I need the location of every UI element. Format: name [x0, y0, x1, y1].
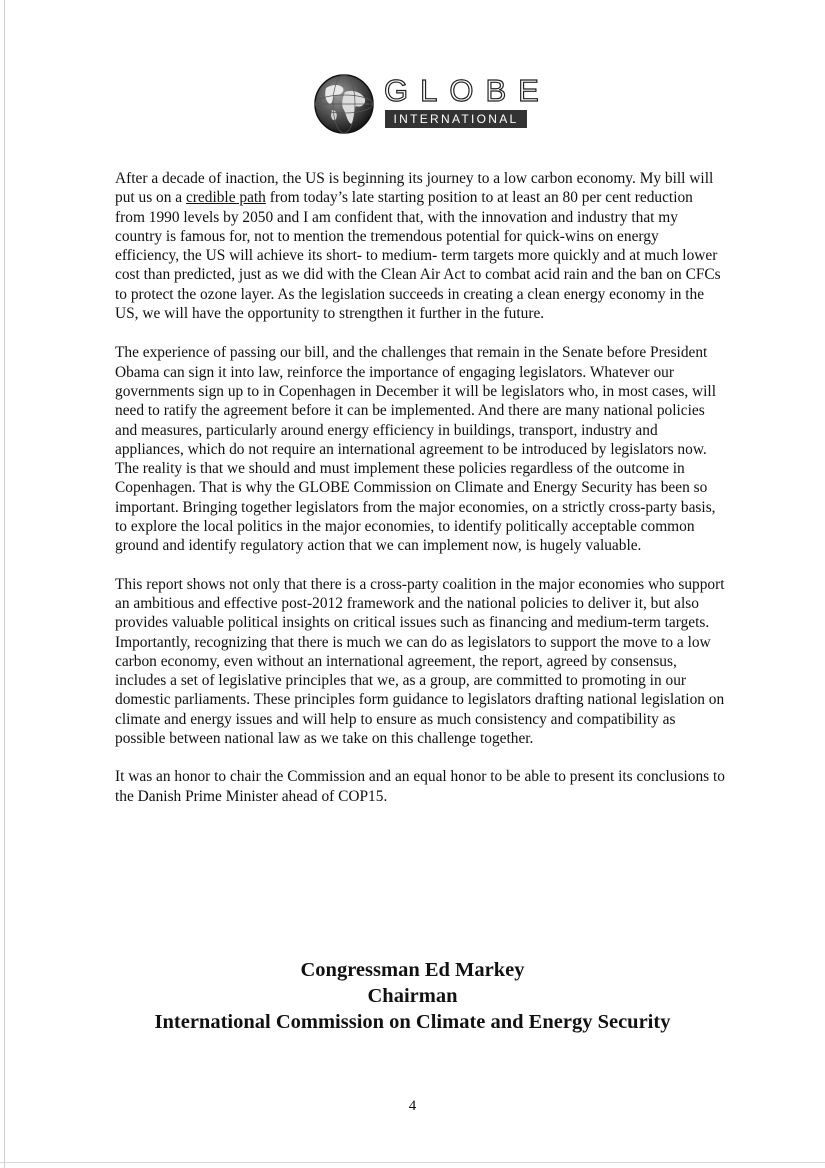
page-edge-bottom — [0, 1162, 825, 1163]
signature-block — [0, 957, 825, 1035]
paragraph-1-text-a: After a decade of inaction, the US is beginning its journey to a low carbon economy. My bill will put us on a — [115, 170, 714, 207]
signatory-organization: International Commission on Climate and Energy Security — [154, 1011, 671, 1033]
globe-icon — [312, 72, 376, 136]
credible-path-underlined: credible path — [185, 189, 266, 207]
globe-international-logo — [312, 72, 551, 136]
paragraph-2: The experience of passing our bill, and the challenges that remain in the Senate before President Obama can sign it into law, reinforce the importance of engaging legislators. Whatever our governments sign up to in Copenhagen in December it will be legislators who, in most cases, will need to ratify the agreement before it can be implemented. And there are many national policies and measures, particularly around energy efficiency in buildings, transport, industry and appliances, which do not require an international agreement to be introduced by legislators now. The reality is that we should and must implement these policies regardless of the outcome in Copenhagen. That is why the GLOBE Commission on Climate and Energy Security has been so important. Bringing together legislators from the major economies, on a strictly cross-party basis, to explore the local politics in the major economies, to identify politically acceptable common ground and identify regulatory action that we can implement now, is hugely valuable. — [115, 344, 716, 555]
page-number: 4 — [408, 1098, 417, 1114]
logo-wordmark: GLOBE — [384, 73, 551, 108]
signatory-role: Chairman — [367, 985, 458, 1007]
signatory-name: Congressman Ed Markey — [300, 959, 525, 981]
paragraph-1 — [115, 169, 725, 323]
letter-body — [115, 169, 725, 825]
paragraph-3: This report shows not only that there is a cross-party coalition in the major economies who support an ambitious and effective post-2012 framework and the national policies to deliver it, but also provides valuable political insights on critical issues such as financing and medium-term targets. Importantly, recognizing that there is much we can do as legislators to support the move to a low carbon economy, even without an international agreement, the report, agreed by consensus, includes a set of legislative principles that we, as a group, are committed to promoting in our domestic parliaments. These principles form guidance to legislators drafting national legislation on climate and energy issues and will help to ensure as much consistency and compatibility as possible between national law as we take on this challenge together. — [115, 575, 725, 748]
paragraph-1-text-b: from today’s late starting position to at least an 80 per cent reduction from 1990 levels by 2050 and I am confident that, with the innovation and industry that my country is famous for, not to mention the tremendous potential for quick-wins on energy efficiency, the US will achieve its short- to medium- term targets more quickly and at much lower cost than predicted, just as we did with the Clean Air Act to combat acid rain and the ban on CFCs to protect the ozone layer. As the legislation succeeds in creating a clean energy economy in the US, we will have the opportunity to strengthen it further in the future. — [115, 189, 721, 323]
paragraph-4: It was an honor to chair the Commission and an equal honor to be able to present its conclusions to the Danish Prime Minister ahead of COP15. — [115, 768, 725, 805]
logo-subtitle-band: INTERNATIONAL — [385, 110, 527, 128]
